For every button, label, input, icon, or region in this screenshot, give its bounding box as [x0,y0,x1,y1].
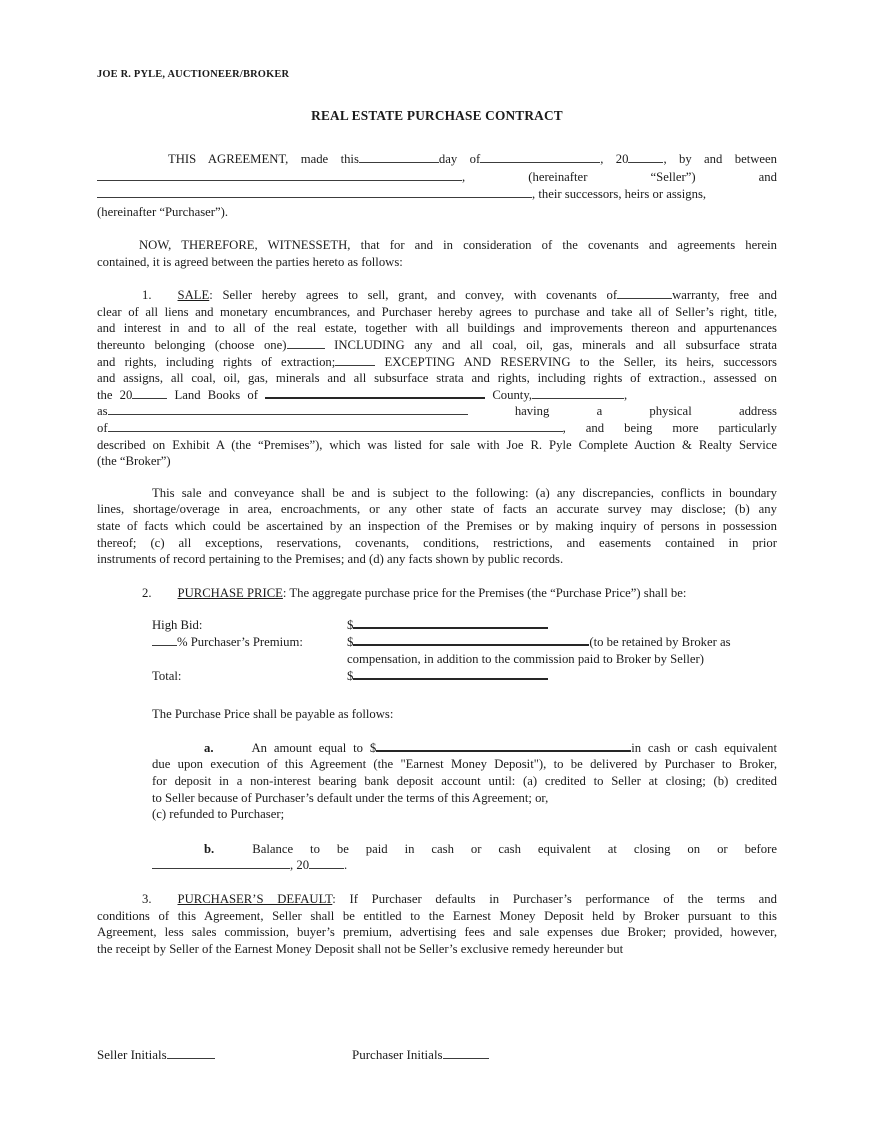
premium-value [347,634,777,668]
blank-excepting-choice [335,363,375,366]
blank-warranty-type [617,296,672,299]
subject-line-5 [97,551,777,568]
section-2-heading: PURCHASE PRICE [177,585,283,600]
first-line-indent [97,248,139,249]
tab-gap [152,902,178,903]
text-run: , by and between [663,152,778,166]
high-bid-label: High Bid: [152,618,203,633]
item-a-line-4 [152,790,777,807]
section-1-number: 1. [142,288,152,303]
text-run: to Seller because of Purchaser’s default under the terms of this Agreement; or, [152,790,549,805]
text-run: for deposit in a non-interest bearing bank deposit account until: (a) credited to Seller at closing; (b) credited [152,774,777,789]
text-run: in cash or cash equivalent [631,740,777,755]
text-run: thereunto belonging (choose one) [97,337,287,352]
total-value [347,668,777,685]
blank-physical-address [108,429,563,432]
blank-state [532,396,624,399]
text-run: This sale and conveyance shall be and is subject to the following: (a) any discrepancies, conflicts in boundary [152,485,777,500]
first-line-indent [97,298,142,299]
subject-line-4 [97,535,777,552]
text-run: “Seller”) [650,169,696,184]
text-run: (the “Broker”) [97,454,171,469]
witnesseth-line-2 [97,254,777,271]
blank-premium-percent [152,643,177,646]
blank-day [359,160,439,163]
section-1-line-4 [97,337,777,354]
intro-line-4 [97,204,777,222]
item-b-line-2 [152,857,777,874]
blank-land-book-year [132,396,167,399]
text-run: the receipt by Seller of the Earnest Money Deposit shall not be Seller’s exclusive remedy hereunder but [97,941,624,956]
premium-row [152,634,777,668]
first-line-indent [97,496,152,497]
agreement-intro-paragraph [97,151,777,221]
blank-month [480,160,600,163]
text-run: The Purchase Price shall be payable as follows: [152,707,394,722]
text-run: : Seller hereby agrees to sell, grant, and convey, with covenants of [209,288,618,303]
text-run: (hereinafter [528,169,588,184]
text-run: THIS AGREEMENT, made this [168,152,359,166]
text-run: described on Exhibit A (the “Premises”), which was listed for sale with Joe R. Pyle Complete Auction & Realty Service [97,437,777,452]
text-run: (hereinafter “Purchaser”). [97,204,229,219]
blank-seller-initials [167,1056,215,1059]
blank-county-name [265,395,485,399]
section-1-line-3 [97,320,777,337]
section-3-line-2 [97,908,777,925]
section-1-line-5 [97,354,777,371]
first-line-indent [152,751,204,752]
section-1-line-7 [97,387,777,404]
blank-year [628,160,663,163]
section-2-line-1 [97,585,777,602]
blank-purchaser-initials [443,1056,489,1059]
text-run: , [462,169,466,184]
item-a-line-2 [152,756,777,773]
blank-closing-date [152,866,290,869]
first-line-indent [152,852,204,853]
section-1-line-8 [97,403,777,420]
text-run: , and being more particularly [562,420,777,435]
text-run: clear of all liens and monetary encumbrances, and Purchaser hereby agrees to purchase and take all of Seller’s right, title, [97,304,777,319]
blank-earnest-money-amount [376,748,631,752]
total-label: Total: [152,669,182,684]
text-run: Land Books of [174,387,258,402]
section-1-line-2 [97,304,777,321]
text-run: % Purchaser’s Premium: [177,635,303,650]
text-run: Agreement, less sales commission, buyer’s premium, advertising fees and sale expenses due Broker; provided, however, [97,925,777,940]
high-bid-value [347,617,777,634]
section-3-purchasers-default [97,891,777,957]
intro-line-2 [97,169,777,187]
document-title: REAL ESTATE PURCHASE CONTRACT [311,108,563,123]
subject-to-paragraph [97,485,777,568]
text-run: having a physical address [514,404,777,419]
premium-label [152,634,347,668]
premium-note: (to be retained by Broker as compensation, in addition to the commission paid to Broker by Seller) [347,635,731,667]
high-bid-row [152,617,777,634]
text-run: thereof; (c) all exceptions, reservations, covenants, conditions, restrictions, and easements contained in prior [97,535,777,550]
tab-gap [214,852,252,853]
witnesseth-line-1 [97,237,777,254]
blank-seller-name [97,178,462,181]
text-run: and rights, including rights of extraction; [97,354,336,369]
text-run: of [97,420,108,435]
text-run: : The aggregate purchase price for the Premises (the “Purchase Price”) shall be: [282,585,687,600]
intro-line-3 [97,186,777,204]
blank-purchaser-name [97,195,532,198]
section-1-line-1 [97,287,777,304]
item-b-line-1 [152,841,777,858]
text-run: (c) refunded to Purchaser; [152,807,285,822]
text-run: and assigns, all coal, oil, gas, minerals and all subsurface strata and rights, including rights of extraction., assessed on [97,371,777,386]
text-run: and [758,169,777,184]
text-run: , [624,387,628,402]
blank-closing-year [309,866,344,869]
purchaser-initials-label: Purchaser Initials [352,1047,443,1062]
subject-line-3 [97,518,777,535]
text-run: , 20 [600,152,629,166]
text-run: day of [438,152,481,166]
blank-assessed-as [108,412,468,415]
section-1-sale [97,287,777,470]
section-1-line-9 [97,420,777,437]
text-run: NOW, THEREFORE, WITNESSETH, that for and in consideration of the covenants and agreements herein [139,238,777,252]
section-3-line-3 [97,924,777,941]
text-run: conditions of this Agreement, Seller shall be entitled to the Earnest Money Deposit held by Broker pursuant to this [97,908,777,923]
item-a-line-1 [152,740,777,757]
text-run: instruments of record pertaining to the Premises; and (d) any facts shown by public records. [97,552,564,567]
text-run: due upon execution of this Agreement (the "Earnest Money Deposit"), to be delivered by Purchaser to Broker, [152,757,777,772]
intro-line-1 [97,151,777,169]
item-b-letter: b. [204,841,215,856]
first-line-indent [97,902,142,903]
text-run: warranty, free and [672,288,777,303]
item-a-line-3 [152,773,777,790]
section-3-line-4 [97,941,777,958]
text-run: state of facts which could be ascertained by an inspection of the Premises or by making inquiry of persons in possession [97,518,777,533]
section-1-heading: SALE [177,288,210,303]
first-line-indent [97,162,168,163]
text-run: the 20 [97,387,133,402]
section-2-purchase-price [97,585,777,602]
section-1-line-11 [97,453,777,470]
dollar-sign: $ [347,669,354,684]
tab-gap [152,298,178,299]
price-table [152,617,777,685]
tab-gap [214,751,252,752]
item-b-balance [152,841,777,874]
witnesseth-paragraph [97,237,777,270]
dollar-sign: $ [347,635,354,650]
blank-high-bid-amount [353,625,548,629]
first-line-indent [97,596,142,597]
initials-footer [97,1046,777,1063]
text-run: contained, it is agreed between the parties hereto as follows: [97,254,403,269]
text-run: . [344,858,348,873]
text-run: : If Purchaser defaults in Purchaser’s performance of the terms and [332,892,777,907]
blank-including-choice [287,346,325,349]
text-run: INCLUDING any and all coal, oil, gas, minerals and all subsurface strata [334,337,777,352]
total-row [152,668,777,685]
section-3-number: 3. [142,892,152,907]
tab-gap [152,596,178,597]
blank-total-amount [353,676,548,680]
subject-line-1 [97,485,777,502]
purchaser-initials [352,1046,489,1063]
text-run: lines, shortage/overage in area, encroachments, or any other state of facts an accurate survey may disclose; (b) any [97,502,777,517]
section-2-number: 2. [142,585,152,600]
blank-premium-amount [353,642,589,646]
item-a-line-5 [152,806,777,823]
text-run: An amount equal to $ [251,740,377,755]
text-run: as [97,404,108,419]
payable-line [152,706,777,723]
section-1-line-10 [97,437,777,454]
letterhead: JOE R. PYLE, AUCTIONEER/BROKER [97,69,290,80]
text-run: , 20 [290,858,310,873]
item-a-earnest-money [152,740,777,823]
seller-initials [97,1047,215,1062]
item-a-letter: a. [204,740,214,755]
page-content [97,68,778,1062]
text-run: EXCEPTING AND RESERVING to the Seller, its heirs, successors [384,354,777,369]
subject-line-2 [97,501,777,518]
section-3-heading: PURCHASER’S DEFAULT [177,892,333,907]
section-3-line-1 [97,891,777,908]
text-run: County, [492,387,533,402]
section-1-line-6 [97,370,777,387]
seller-initials-label: Seller Initials [97,1047,167,1062]
text-run: , their successors, heirs or assigns, [532,187,707,201]
text-run: and interest in and to all of the real estate, together with all buildings and improvements thereon and appurtenances [97,321,777,336]
text-run: Balance to be paid in cash or cash equivalent at closing on or before [252,841,777,856]
dollar-sign: $ [347,618,354,633]
